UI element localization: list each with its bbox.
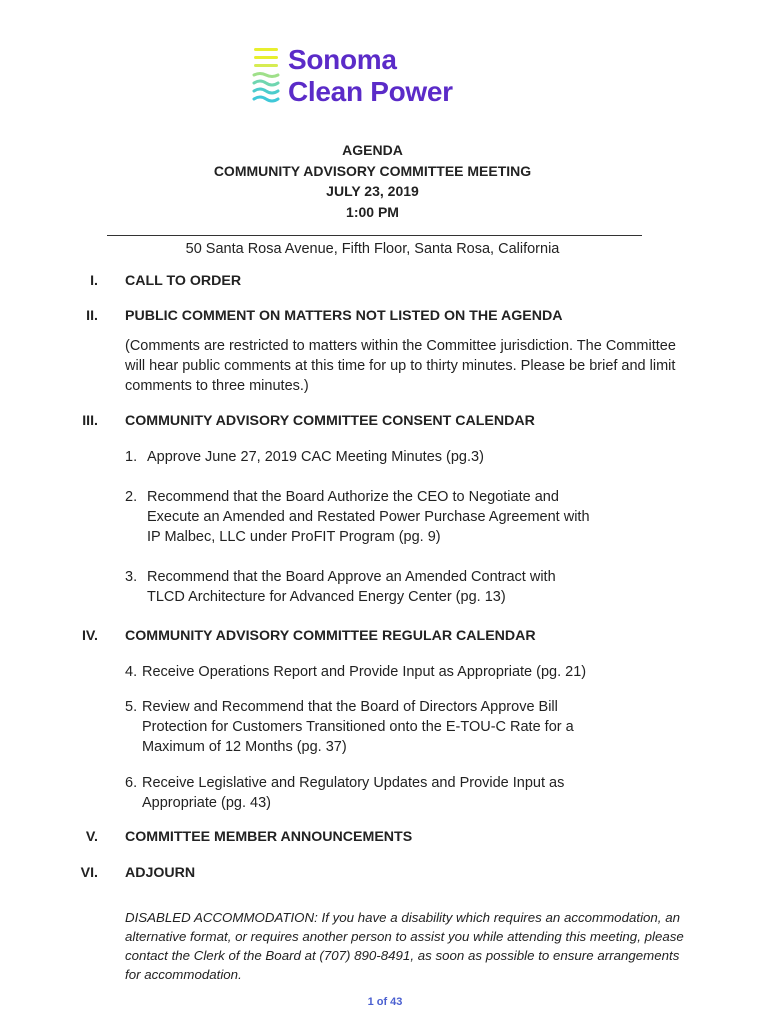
section-title: COMMUNITY ADVISORY COMMITTEE CONSENT CALENDAR: [125, 413, 535, 429]
section-title: COMMITTEE MEMBER ANNOUNCEMENTS: [125, 829, 413, 845]
section-number: V.: [85, 829, 98, 845]
item-number: 1.: [125, 449, 138, 465]
item-number: 3.: [125, 569, 138, 585]
section-title: ADJOURN: [125, 865, 196, 881]
agenda-header: [100, 140, 645, 222]
meeting-date: JULY 23, 2019: [326, 183, 419, 199]
item-number: 2.: [125, 489, 138, 505]
meeting-time: 1:00 PM: [346, 203, 399, 220]
sonoma-clean-power-logo: [252, 44, 512, 114]
item-number: 4.: [125, 664, 138, 680]
item-text: Receive Operations Report and Provide Input as Appropriate (pg. 21): [142, 664, 587, 680]
section-title: CALL TO ORDER: [125, 273, 242, 289]
section-number: I.: [90, 273, 98, 289]
section-number: III.: [82, 413, 98, 429]
logo-wave-icon: [252, 46, 284, 110]
item-text: Receive Legislative and Regulatory Updates and Provide Input as Appropriate (pg. 43): [142, 775, 565, 811]
section-number: IV.: [81, 628, 98, 644]
logo-line-2: Clean Power: [288, 76, 453, 107]
item-text: Review and Recommend that the Board of Directors Approve Bill Protection for Customers Transitioned onto the E-TOU-C Rate for a Maximum of 12 Months (pg. 37): [142, 699, 574, 755]
logo-line-1: Sonoma: [288, 44, 397, 75]
header-divider: [107, 235, 642, 236]
agenda-title: AGENDA: [342, 142, 403, 158]
section-number: VI.: [80, 865, 98, 881]
item-text: Approve June 27, 2019 CAC Meeting Minutes (pg.3): [147, 449, 484, 465]
section-title: COMMUNITY ADVISORY COMMITTEE REGULAR CALENDAR: [125, 628, 536, 644]
page-number: 1 of 43: [367, 996, 403, 1008]
item-text: Recommend that the Board Authorize the CEO to Negotiate and Execute an Amended and Restated Power Purchase Agreement with IP Malbec, LLC under ProFIT Program (pg. 9): [147, 489, 590, 545]
section-title: PUBLIC COMMENT ON MATTERS NOT LISTED ON THE AGENDA: [125, 308, 563, 324]
item-number: 5.: [125, 699, 138, 715]
disabled-accommodation-note: DISABLED ACCOMMODATION: If you have a disability which requires an accommodation, an alternative format, or requires another person to assist you while attending this meeting, please contact the Clerk of the Board at (707) 890-8491, as soon as possible to ensure arrangements for accommodation.: [125, 910, 684, 982]
meeting-name: COMMUNITY ADVISORY COMMITTEE MEETING: [213, 162, 532, 179]
meeting-address: 50 Santa Rosa Avenue, Fifth Floor, Santa Rosa, California: [185, 241, 560, 257]
item-text: Recommend that the Board Approve an Amended Contract with TLCD Architecture for Advanced Energy Center (pg. 13): [147, 569, 556, 605]
logo-wordmark: [288, 44, 453, 108]
item-number: 6.: [125, 775, 138, 791]
public-comment-text: (Comments are restricted to matters within the Committee jurisdiction. The Committee will hear public comments at this time for up to thirty minutes. Please be brief and limit comments to three minutes.): [125, 338, 676, 394]
section-number: II.: [86, 308, 98, 324]
